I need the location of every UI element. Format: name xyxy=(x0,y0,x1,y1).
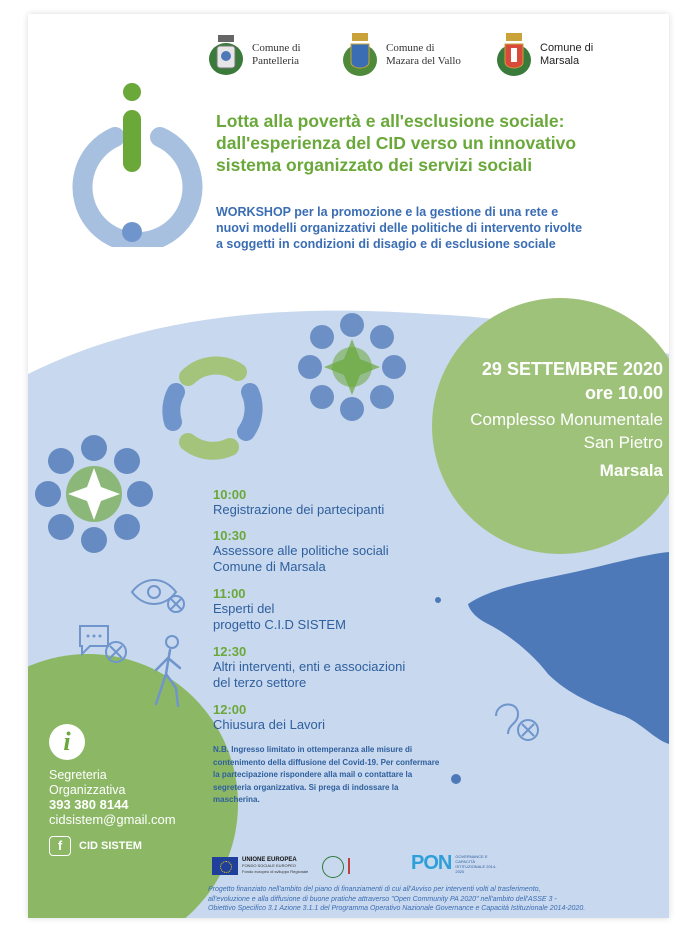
info-power-icon xyxy=(70,82,205,247)
subtitle-line: nuovi modelli organizzativi delle politiche di intervento rivolte xyxy=(216,221,583,235)
program-item xyxy=(213,644,405,691)
program-item xyxy=(213,528,389,575)
crest-icon xyxy=(340,32,380,78)
subtitle-line: WORKSHOP per la promozione e la gestione di una rete e xyxy=(216,205,559,219)
program-text: Registrazione dei partecipanti xyxy=(213,502,385,517)
contact-phone[interactable]: 393 380 8144 xyxy=(49,797,129,812)
wheelchair-icon xyxy=(526,704,636,854)
footer-line: Obiettivo Specifico 3.1 Azione 3.1.1 del Programma Operativo Nazionale Governance e Capacità Istituzionale 2014-2020. xyxy=(208,905,586,912)
logo-name: Comune di xyxy=(540,42,594,54)
crest-icon xyxy=(494,32,534,78)
note-line: segreteria organizzativa. Si prega di indossare la xyxy=(213,782,399,792)
event-city: Marsala xyxy=(599,461,663,480)
decorative-flower-icon xyxy=(34,434,154,554)
program-time: 10:30 xyxy=(213,528,247,543)
logo-place: Pantelleria xyxy=(252,55,300,67)
program-text: Comune di Marsala xyxy=(213,559,326,574)
eu-subtitle: FONDO SOCIALE EUROPEO xyxy=(242,863,297,868)
walking-person-icon xyxy=(146,634,190,710)
note-line: mascherina. xyxy=(213,795,260,804)
note-line: N.B. Ingresso limitato in ottemperanza alle misure di xyxy=(213,745,413,754)
covid-note xyxy=(213,744,453,807)
footer-note xyxy=(208,885,668,914)
event-time: ore 10.00 xyxy=(584,383,663,403)
decorative-flower-icon xyxy=(296,311,408,423)
eu-subtitle: Fondo europeo di sviluppo Regionale xyxy=(242,869,309,874)
title-line: sistema organizzato dei servizi sociali xyxy=(216,155,533,175)
program-item xyxy=(213,702,325,733)
logo-name: Comune di xyxy=(386,42,435,54)
crest-icon xyxy=(206,32,246,78)
facebook-label: CID SISTEM xyxy=(79,840,142,852)
italian-republic-emblem-icon xyxy=(322,856,344,878)
event-place: Complesso Monumentale xyxy=(470,410,663,429)
note-line: contenimento della diffusione del Covid-19. Per confermare xyxy=(213,757,440,767)
subtitle-line: a soggetti in condizioni di disagio e di esclusione sociale xyxy=(216,237,556,251)
program-time: 12:00 xyxy=(213,702,247,717)
contact-email[interactable]: cidsistem@gmail.com xyxy=(49,812,176,827)
program-text: progetto C.I.D SISTEM xyxy=(213,617,346,632)
logo-marsala xyxy=(494,32,593,78)
facebook-icon: f xyxy=(49,836,71,856)
event-date: 29 SETTEMBRE 2020 xyxy=(481,359,663,379)
contact-label-line: Organizzativa xyxy=(49,783,126,797)
footer-line: Progetto finanziato nell'ambito del piano di finanziamenti di cui all'Avviso per interventi volti al trasferimento, xyxy=(208,886,541,893)
decorative-ring-icon xyxy=(158,352,268,462)
facebook-link[interactable] xyxy=(49,836,142,856)
eye-crossed-icon xyxy=(128,574,190,614)
logo-name: Comune di xyxy=(252,42,301,54)
info-icon-letter: i xyxy=(63,727,71,756)
program-time: 11:00 xyxy=(213,586,246,601)
pon-logo xyxy=(411,852,503,875)
program-text: Chiusura dei Lavori xyxy=(213,717,326,732)
program-text: del terzo settore xyxy=(213,675,307,690)
note-line: la partecipazione rispondere alla mail o contattare la xyxy=(213,770,413,779)
program-item xyxy=(213,586,346,633)
footer-line: all'evoluzione e alla diffusione di buone pratiche attraverso "Open Community PA 2020" nell'ambito dell'ASSE 3 - xyxy=(208,895,557,903)
speech-crossed-icon xyxy=(76,620,132,668)
event-place: San Pietro xyxy=(583,433,663,452)
eu-logo xyxy=(212,857,308,875)
eu-title: UNIONE EUROPEA xyxy=(242,857,297,863)
agency-logo xyxy=(348,858,397,874)
title-line: Lotta alla povertà e all'esclusione sociale: xyxy=(216,111,565,131)
logo-mazara xyxy=(340,32,461,78)
logo-place: Mazara del Vallo xyxy=(386,55,461,67)
page-title xyxy=(216,110,636,176)
eu-flag-icon xyxy=(212,857,238,875)
subtitle xyxy=(216,204,636,252)
info-icon xyxy=(49,724,85,760)
program-item xyxy=(213,487,384,518)
pon-side: GOVERNANCE E CAPACITÀ ISTITUZIONALE 2014-2020 xyxy=(455,853,497,874)
program-text: Altri interventi, enti e associazioni xyxy=(213,659,406,674)
program-text: Esperti del xyxy=(213,601,275,616)
contact-label xyxy=(49,768,125,798)
contact-label-line: Segreteria xyxy=(49,768,107,782)
program-text: Assessore alle politiche sociali xyxy=(213,543,389,558)
program-time: 10:00 xyxy=(213,487,247,502)
logo-place: Marsala xyxy=(540,55,580,67)
logo-pantelleria xyxy=(206,32,301,78)
pon-text: PON xyxy=(411,852,452,874)
program-time: 12:30 xyxy=(213,644,247,659)
title-line: dall'esperienza del CID verso un innovativo xyxy=(216,133,577,153)
poster xyxy=(28,14,669,918)
